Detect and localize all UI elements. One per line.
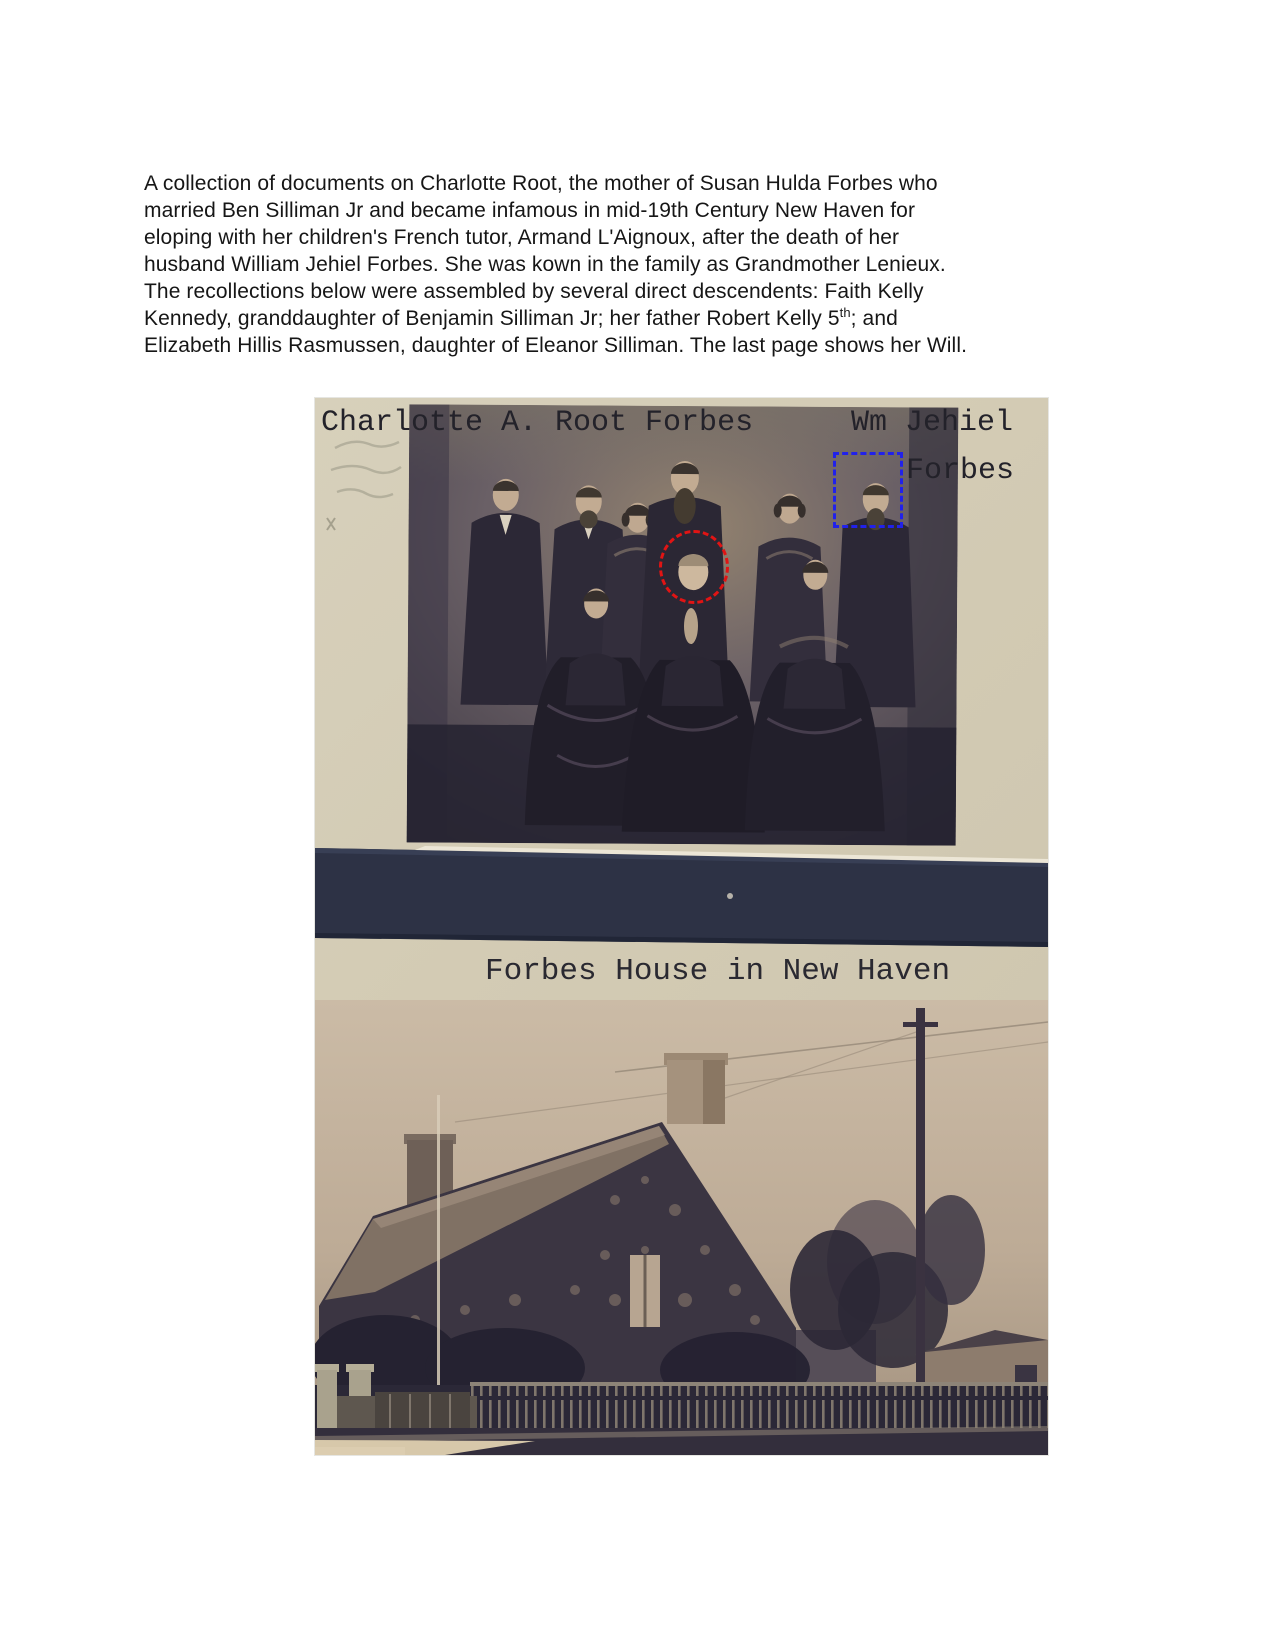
intro-line: [144, 305, 967, 332]
intro-line6-pre: Kennedy, granddaughter of Benjamin Silliman Jr; her father Robert Kelly 5: [144, 307, 840, 330]
family-photo-caption-left: Charlotte A. Root Forbes: [321, 406, 754, 440]
family-photo-caption-right-line1: Wm Jehiel: [851, 406, 1014, 440]
intro-line: The recollections below were assembled by several direct descendents: Faith Kelly: [144, 280, 924, 303]
shelf-band: [315, 844, 1048, 954]
intro-paragraph: [144, 170, 967, 359]
intro-line: eloping with her children's French tutor, Armand L'Aignoux, after the death of her: [144, 226, 900, 249]
family-photo-caption-right-line2: Forbes: [906, 454, 1015, 488]
house-photo: [315, 1000, 1048, 1455]
house-photo-caption: Forbes House in New Haven: [485, 954, 951, 989]
intro-line6-post: ; and: [850, 307, 898, 330]
scanned-photo-sheet: [315, 398, 1048, 1455]
intro-line: husband William Jehiel Forbes. She was kown in the family as Grandmother Lenieux.: [144, 253, 946, 276]
intro-line: Elizabeth Hillis Rasmussen, daughter of Eleanor Silliman. The last page shows her Will.: [144, 334, 968, 357]
red-dashed-circle-annotation: [659, 530, 729, 604]
intro-line: married Ben Silliman Jr and became infamous in mid-19th Century New Haven for: [144, 199, 916, 222]
blue-dashed-box-annotation: [833, 452, 903, 528]
intro-line: A collection of documents on Charlotte Root, the mother of Susan Hulda Forbes who: [144, 172, 938, 195]
chimney-main: [664, 1053, 728, 1124]
pencil-scribble: [323, 430, 413, 535]
intro-line6-superscript: th: [839, 305, 851, 320]
